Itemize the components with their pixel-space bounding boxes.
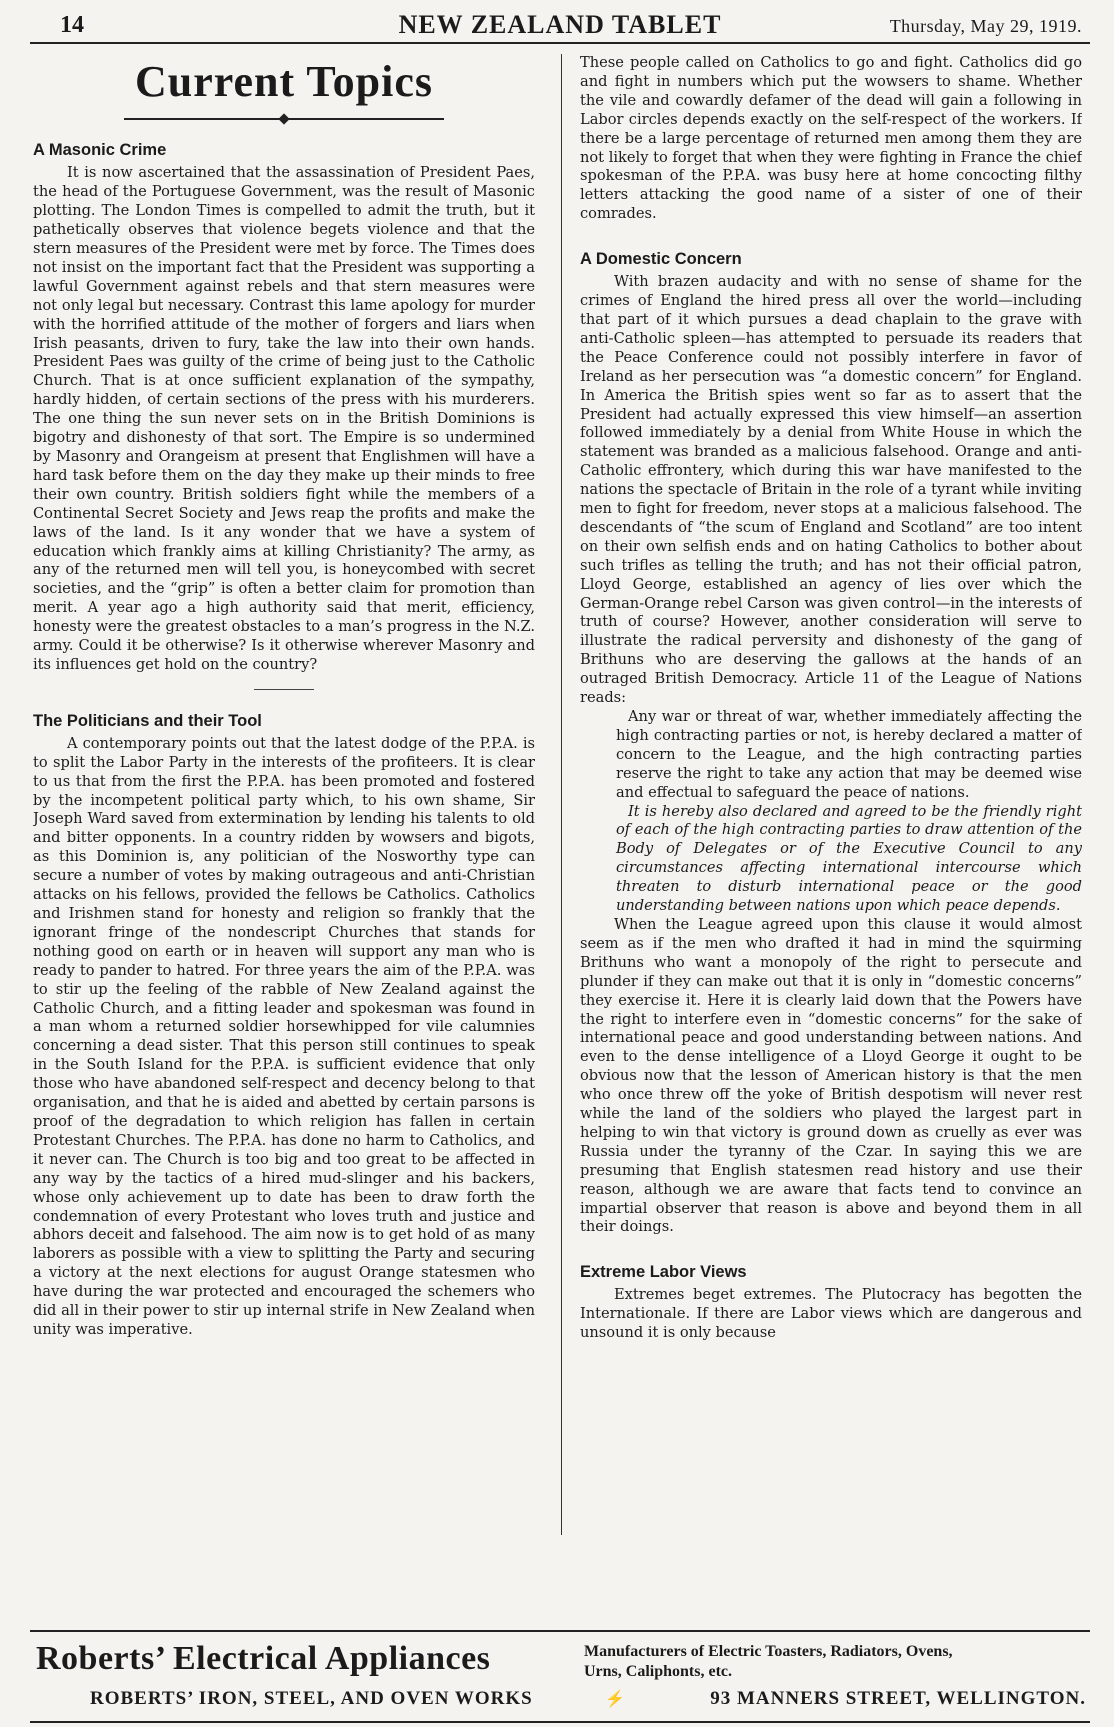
quote-plain: Any war or threat of war, whether immediately affecting the high contracting parties or not, is hereby declared a matter of concern to the League, and the high contracting parties reserve the right to take any action that may be deemed wise and effectual to safeguard the peace of nations. — [616, 708, 1082, 801]
section-divider — [254, 689, 314, 690]
article-body-politicians: A contemporary points out that the latest dodge of the P.P.A. is to split the Labor Party in the interests of the profiteers. It is clear to us that from the first the P.P.A. has been promoted and fostered by the incompetent political party which, to his own shame, Sir Joseph Ward saved from extermination by lending his talents to old and bitter opponents. In a country ridden by wowsers and bigots, as this Dominion is, any politician of the Nosworthy type can secure a number of votes by making outrageous and anti-Christian attacks on his fellows, provided the fellows be Catholics. Catholics and Irishmen stand for honesty and religion so frankly that the ignorant fringe of the nondescript Churches that stands for nothing good on earth or in heaven will support any man who is ready to pander to hatred. For three years the aim of the P.P.A. was to stir up the feeling of the rabble of New Zealand against the Catholic Church, and a fitting leader and spokesman was found in a man whom a returned soldier horsewhipped for vile calumnies concerning a dead sister. That this person still continues to speak in the South Island for the P.P.A. is sufficient evidence that only those who have abandoned self-respect and decency belong to that organisation, and that he is aided and abetted by certain parsons is proof of the degradation to which religion has fallen in certain Protestant Churches. The P.P.A. has done no harm to Catholics, and it never can. The Church is too big and too great to be affected in any way by the tactics of a hired mud-slinger and his backers, whose only achievement up to date has been to draw forth the condemnation of every Protestant who loves truth and justice and abhors deceit and falsehood. The aim now is to get hold of as many laborers as possible with a view to splitting the Party and securing a victory at the next elections for august Orange statesmen who have during the war protected and encouraged the schemers who did all in their power to stir up internal strife in New Zealand when unity was imperative. — [33, 734, 535, 1338]
advert-line2: Urns, Caliphonts, etc. — [584, 1663, 733, 1680]
advert-address: 93 MANNERS STREET, WELLINGTON. — [710, 1688, 1086, 1709]
advertisement — [30, 1630, 1090, 1727]
article-continuation: These people called on Catholics to go and fight. Catholics did go and fight in numbers which put the wowsers to shame. Whether the vile and cowardly defamer of the dead will gain a following in Labor circles depends exactly on the self-respect of the workers. If there be a large percentage of returned men among them they are not likely to forget that when they were fighting in France the chief spokesman of the P.P.A. was busy here at home concocting filthy letters attacking the good name of a sister of one of their comrades. — [580, 54, 1082, 223]
advert-line1: Manufacturers of Electric Toasters, Radiators, Ovens, — [584, 1643, 953, 1660]
article-heading-politicians: The Politicians and their Tool — [33, 711, 262, 730]
right-column — [580, 54, 1082, 1535]
quote-italic: It is hereby also declared and agreed to be the friendly right of each of the high contracting parties to draw attention of the Body of Delegates or of the Executive Council to any circumstances affecting international intercourse which threaten to disturb international peace or the good understanding between nations upon which peace depends. — [616, 802, 1082, 915]
page-title: Current Topics — [134, 57, 434, 106]
article-heading-labor: Extreme Labor Views — [580, 1263, 747, 1282]
left-column — [33, 54, 535, 1535]
advert-works: ROBERTS’ IRON, STEEL, AND OVEN WORKS — [90, 1688, 533, 1709]
publication-title: NEW ZEALAND TABLET — [398, 10, 722, 39]
article-heading-masonic: A Masonic Crime — [33, 141, 167, 160]
advert-name: Roberts’ Electrical Appliances — [36, 1640, 491, 1677]
article-body-labor: Extremes beget extremes. The Plutocracy has begotten the Internationale. If there are Labor views which are dangerous and unsound it is only because — [580, 1286, 1082, 1342]
article-body-domestic: With brazen audacity and with no sense of shame for the crimes of England the hired press all over the world—including that part of it which pursues a dead chaplain to the grave with anti-Catholic spleen—has attempted to persuade its readers that the Peace Conference could not possibly interfere in favor of Ireland as her persecution was “a domestic concern” for England. In America the British spies went so far as to assert that the President had actually expressed this view himself—an assertion followed immediately by a denial from White House in which the statement was branded as a malicious falsehood. Orange and anti-Catholic effrontery, which during this war have manifested to the nations the spectacle of Britain in the role of a tyrant while inviting men to fight for freedom, never stops at a malicious falsehood. The descendants of “the scum of England and Scotland” are too intent on their own selfish ends and on hating Catholics to bother about such trifles as telling the truth; and has not their official patron, Lloyd George, established an agency of lies over which the German-Orange rebel Carson was given control—in the interests of truth of course? However, another consideration will serve to illustrate the radical perversity and dishonesty of the gang of Brithuns who are deserving the gallows at the hands of an outraged British Democracy. Article 11 of the League of Nations reads: — [580, 273, 1082, 707]
page-header — [30, 10, 1090, 44]
article-body-masonic: It is now ascertained that the assassination of President Paes, the head of the Portuguese Government, was the result of Masonic plotting. The London Times is compelled to admit the truth, but it pathetically observes that violence begets violence and that the stern measures of the President were met by force. The Times does not insist on the important fact that the President was supporting a lawful Government against rebels and that stern measures were not only legal but necessary. Contrast this lame apology for murder with the horrified attitude of the mother of forgers and liars when Irish peasants, driven to fury, take the law into their own hands. President Paes was guilty of the crime of being just to the Catholic Church. That is at once sufficient explanation of the sympathy, hardly hidden, of certain sections of the press with his murderers. The one thing the sun never sets on in the British Dominions is bigotry and dishonesty of that sort. The Empire is so undermined by Masonry and Orangeism at present that Englishmen will have a hard task before them on the day they make up their minds to free their own country. British soldiers fight while the members of a Continental Secret Society and Jews reap the profits and make the laws of the land. Is it any wonder that we have a system of education which frankly aims at killing Christianity? The army, as any of the returned men will tell you, is honeycombed with secret societies, and the “grip” is often a better claim for promotion than merit. A year ago a high authority said that merit, efficiency, honesty were the greatest obstacles to a man’s progress in the N.Z. army. Could it be otherwise? Is it otherwise wherever Masonry and its influences get hold on the country? — [33, 164, 535, 673]
page-number: 14 — [60, 12, 84, 38]
plug-icon: ⚡ — [605, 1689, 625, 1708]
article-heading-domestic: A Domestic Concern — [580, 250, 742, 269]
column-rule — [561, 54, 562, 1535]
advert-products — [584, 1642, 1084, 1682]
article-body-domestic-after: When the League agreed upon this clause it would almost seem as if the men who drafted it had in mind the squirming Brithuns who want a monopoly of the right to persecute and plunder if they can make out that it is only in “domestic concerns” they exercise it. Here it is clearly laid down that the Powers have the right to interfere even in “domestic concerns” for the sake of international peace and good understanding between nations. And even to the dense intelligence of a Lloyd George it ought to be obvious now that the lesson of American history is that the men who once threw off the yoke of British despotism will never rest while the land of the soldiers who played the largest part in helping to win that victory is ground down as cruelly as ever was Russia under the tyranny of the Czar. In saying this we are presuming that English statesmen read history and use their reason, although we are aware that facts tend to convince an impartial observer that reason is above and beyond them in all their doings. — [580, 915, 1082, 1236]
bottom-rule — [30, 1721, 1090, 1723]
title-ornament — [33, 108, 535, 127]
issue-date: Thursday, May 29, 1919. — [889, 16, 1082, 36]
league-article-quote — [616, 708, 1082, 916]
